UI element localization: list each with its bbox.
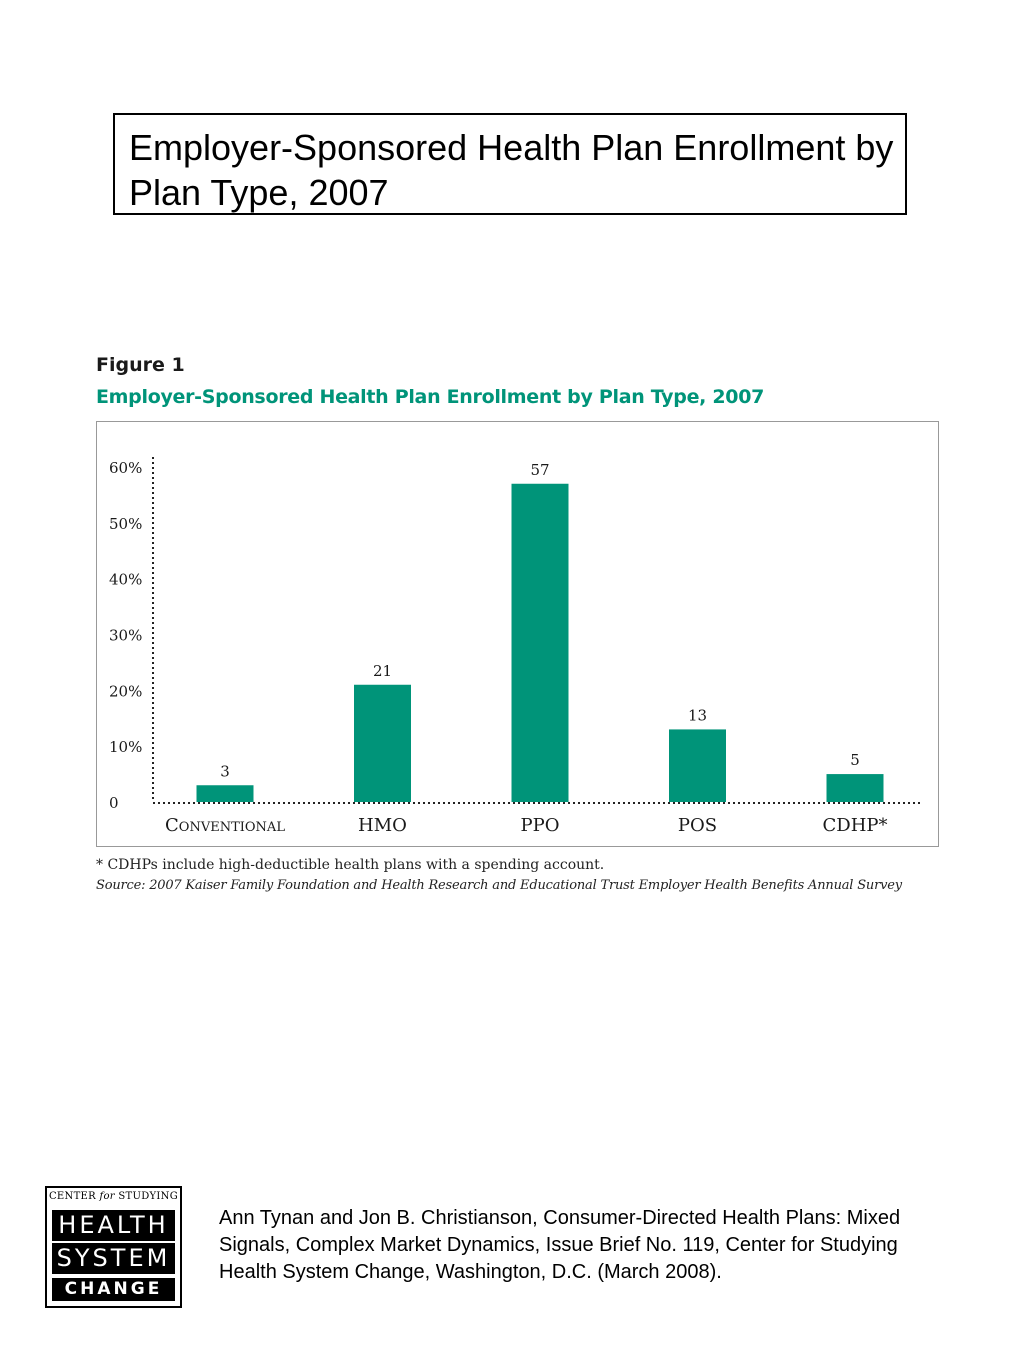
category-label: CDHP* [822,815,888,836]
bar-value-label: 13 [687,706,708,725]
logo-top-prefix: CENTER [48,1191,100,1202]
bar-value-label: 5 [850,751,860,770]
bar-chart [97,422,937,845]
category-label: HMO [358,815,407,836]
bar-value-label: 3 [220,762,230,781]
figure-label: Figure 1 [96,354,185,376]
bar-hmo [354,685,411,802]
bar-cdhp [827,774,884,802]
logo-system: SYSTEM [52,1243,175,1274]
bar-ppo [512,484,569,802]
logo-health: HEALTH [52,1210,175,1241]
bar-value-label: 57 [530,460,550,479]
slide-title: Employer-Sponsored Health Plan Enrollment by Plan Type, 2007 [129,127,894,213]
chart-frame [96,421,939,847]
category-label: POS [677,815,718,836]
y-tick-label: 30% [109,626,143,645]
y-tick-label: 10% [109,738,143,757]
category-label: Conventional [165,815,285,836]
logo-change: CHANGE [52,1278,175,1301]
logo-top-suffix: STUDYING [114,1191,179,1202]
category-label: PPO [520,815,560,836]
y-tick-label: 60% [109,459,143,477]
bar-conventional [197,785,254,802]
slide-title-box [113,113,907,215]
figure-footnote: * CDHPs include high-deductible health plans with a spending account. [96,857,605,873]
logo-top-italic: for [99,1191,115,1202]
y-tick-label: 0 [109,794,119,812]
figure-title: Employer-Sponsored Health Plan Enrollment by Plan Type, 2007 [96,386,765,408]
bar-value-label: 21 [372,661,393,680]
y-tick-label: 40% [109,570,143,589]
figure-source: Source: 2007 Kaiser Family Foundation and Health Research and Educational Trust Employer Health Benefits Annual Survey [96,878,902,893]
hsc-logo [45,1186,182,1308]
y-tick-label: 20% [109,682,143,701]
citation: Ann Tynan and Jon B. Christianson, Consumer-Directed Health Plans: Mixed Signals, Complex Market Dynamics, Issue Brief No. 119, Center for Studying Health System Change, Washington, D.C. (March 2008). [219,1207,901,1283]
y-tick-label: 50% [109,514,143,533]
logo-top-line [47,1191,180,1202]
bar-pos [669,729,726,802]
